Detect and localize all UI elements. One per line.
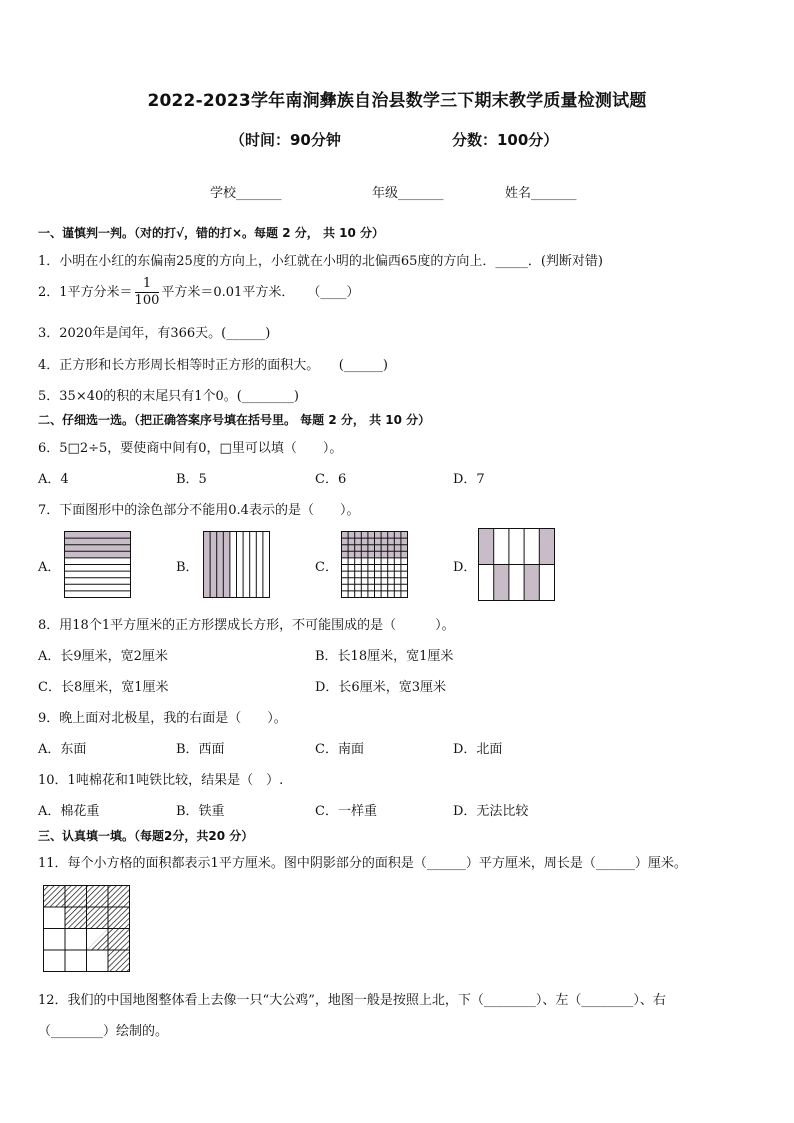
q8-option-d: D．长6厘米，宽3厘米 <box>315 680 446 695</box>
fraction-denominator: 100 <box>134 293 160 308</box>
q7-label-a: A． <box>38 560 61 575</box>
fraction-numerator: 1 <box>135 276 160 293</box>
q8-option-b: B．长18厘米，宽1厘米 <box>315 649 454 664</box>
q6-option-c: C．6 <box>315 472 347 487</box>
exam-time: （时间：90分钟 <box>230 131 341 149</box>
q9-option-d: D．北面 <box>453 742 503 757</box>
grade-field: 年级_______ <box>372 186 444 201</box>
q6-option-b: B．5 <box>176 472 207 487</box>
q10-option-b: B．铁重 <box>176 804 225 819</box>
figure-b <box>203 531 271 599</box>
question-8: 8．用18个1平方厘米的正方形摆成长方形，不可能围成的是（ ）。 <box>38 618 455 633</box>
question-10: 10．1吨棉花和1吨铁比较，结果是（ ）. <box>38 773 284 788</box>
question-12-line-2: （________）绘制的。 <box>38 1024 169 1039</box>
q9-option-b: B．西面 <box>176 742 225 757</box>
q7-label-d: D． <box>453 560 477 575</box>
question-9: 9．晚上面对北极星，我的右面是（ ）。 <box>38 711 287 726</box>
figure-c <box>341 531 409 599</box>
question-2-post: 平方米＝0.01平方米． （____） <box>161 285 360 300</box>
section-2-heading: 二、仔细选一选。（把正确答案序号填在括号里。 每题 2 分， 共 10 分） <box>38 413 431 427</box>
q8-option-a: A．长9厘米，宽2厘米 <box>38 649 168 664</box>
fraction <box>135 276 160 309</box>
figure-a <box>64 531 132 599</box>
exam-score: 分数：100分） <box>452 131 559 149</box>
question-2-pre: 2．1平方分米＝ <box>38 285 133 300</box>
question-5: 5．35×40的积的末尾只有1个0。(________) <box>38 389 299 404</box>
question-1: 1．小明在小红的东偏南25度的方向上，小红就在小明的北偏西65度的方向上．_____．(判断对错) <box>38 254 603 269</box>
q6-option-a: A．4 <box>38 472 69 487</box>
name-field: 姓名_______ <box>505 186 577 201</box>
q10-option-a: A．棉花重 <box>38 804 100 819</box>
q9-option-a: A．东面 <box>38 742 87 757</box>
q10-option-d: D．无法比较 <box>453 804 529 819</box>
question-3: 3．2020年是闰年，有366天。(______) <box>38 326 271 341</box>
section-1-heading: 一、谨慎判一判。（对的打√，错的打×。每题 2 分， 共 10 分） <box>38 226 384 240</box>
question-2 <box>38 276 359 309</box>
question-6: 6．5□2÷5，要使商中间有0，□里可以填（ ）。 <box>38 441 343 456</box>
q9-option-c: C．南面 <box>315 742 364 757</box>
question-7: 7．下面图形中的涂色部分不能用0.4表示的是（ ）。 <box>38 503 360 518</box>
question-4: 4．正方形和长方形周长相等时正方形的面积大。 (______) <box>38 358 388 373</box>
q10-option-c: C．一样重 <box>315 804 377 819</box>
q8-option-c: C．长8厘米，宽1厘米 <box>38 680 169 695</box>
q6-option-d: D．7 <box>453 472 485 487</box>
figure-d <box>478 528 556 602</box>
page-title: 2022-2023学年南涧彝族自治县数学三下期末教学质量检测试题 <box>147 91 647 111</box>
section-3-heading: 三、认真填一填。（每题2分，共20 分） <box>38 829 254 843</box>
q7-label-c: C． <box>315 560 338 575</box>
question-12-line-1: 12．我们的中国地图整体看上去像一只“大公鸡”，地图一般是按照上北，下（________）、左（________）、右 <box>38 993 666 1008</box>
q11-grid-figure <box>43 885 131 973</box>
school-field: 学校_______ <box>210 186 282 201</box>
q7-label-b: B． <box>176 560 199 575</box>
question-11: 11．每个小方格的面积都表示1平方厘米。图中阴影部分的面积是（______）平方厘米，周长是（______）厘米。 <box>38 856 687 871</box>
